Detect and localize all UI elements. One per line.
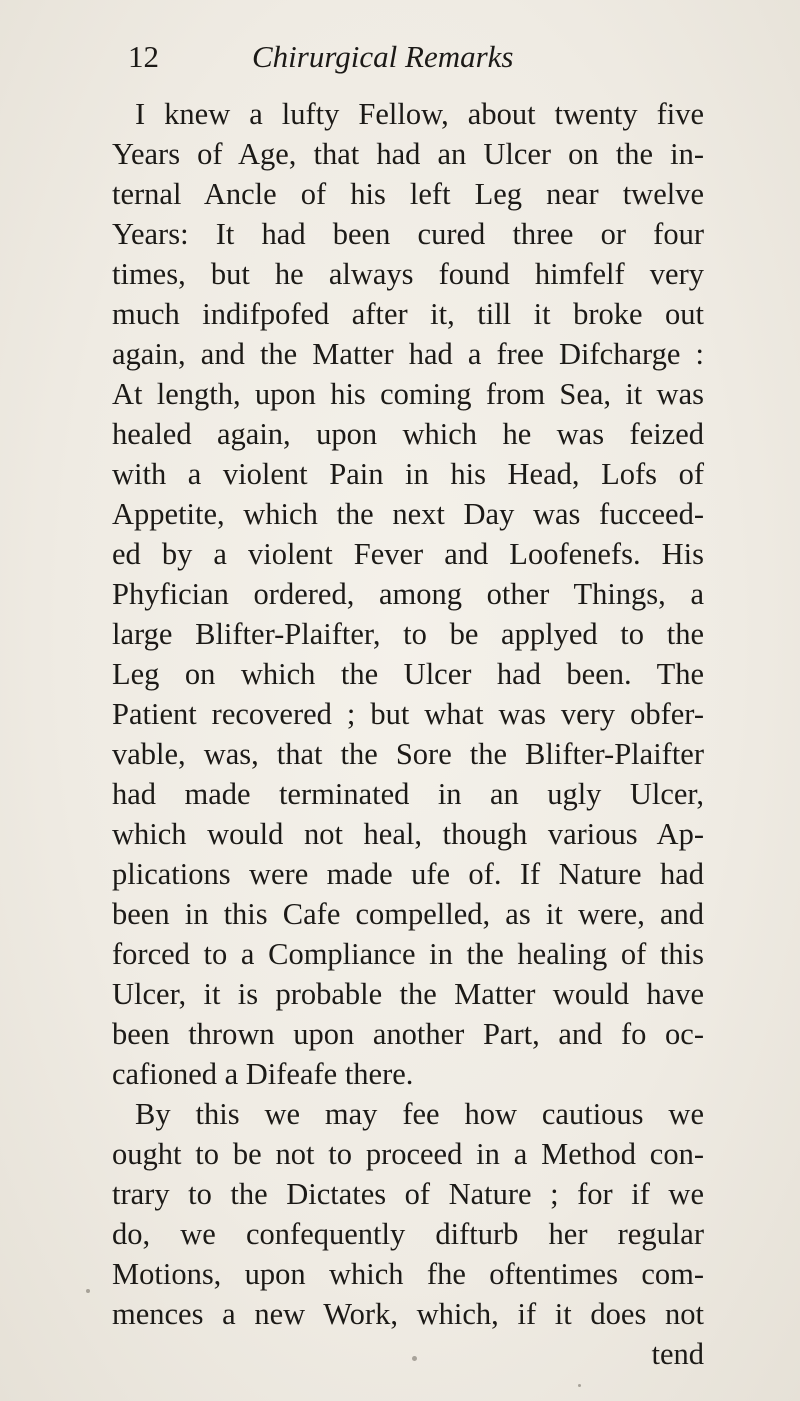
text-line: had made terminated in an ugly Ulcer, <box>112 777 704 811</box>
text-line: vable, was, that the Sore the Blifter-Plaifter <box>112 737 704 771</box>
text-line: which would not heal, though various Ap- <box>112 817 704 851</box>
text-line: By this we may fee how cautious we <box>135 1097 704 1131</box>
text-line: been thrown upon another Part, and fo oc- <box>112 1017 704 1051</box>
text-line: with a violent Pain in his Head, Lofs of <box>112 457 704 491</box>
running-title: Chirurgical Remarks <box>252 39 514 74</box>
text-line: Appetite, which the next Day was fucceed- <box>112 497 704 531</box>
catchword: tend <box>651 1337 704 1371</box>
paper-speck <box>412 1356 417 1361</box>
text-line: Years: It had been cured three or four <box>112 217 704 251</box>
text-line: much indifpofed after it, till it broke out <box>112 297 704 331</box>
text-line: Ulcer, it is probable the Matter would have <box>112 977 704 1011</box>
text-line: Motions, upon which fhe oftentimes com- <box>112 1257 704 1291</box>
text-line: been in this Cafe compelled, as it were, and <box>112 897 704 931</box>
paper-speck <box>578 1384 581 1387</box>
text-line: At length, upon his coming from Sea, it was <box>112 377 704 411</box>
text-line: Phyfician ordered, among other Things, a <box>112 577 704 611</box>
text-line: Leg on which the Ulcer had been. The <box>112 657 704 691</box>
page-number: 12 <box>128 39 159 74</box>
text-line: plications were made ufe of. If Nature had <box>112 857 704 891</box>
text-line: do, we confequently difturb her regular <box>112 1217 704 1251</box>
text-line: healed again, upon which he was feized <box>112 417 704 451</box>
text-line: mences a new Work, which, if it does not <box>112 1297 704 1331</box>
text-line: Years of Age, that had an Ulcer on the in- <box>112 137 704 171</box>
text-line: large Blifter-Plaifter, to be applyed to the <box>112 617 704 651</box>
text-line: ought to be not to proceed in a Method con- <box>112 1137 704 1171</box>
paper-speck <box>86 1289 90 1293</box>
text-line: I knew a lufty Fellow, about twenty five <box>135 97 704 131</box>
text-line: cafioned a Difeafe there. <box>112 1057 414 1091</box>
text-line: forced to a Compliance in the healing of this <box>112 937 704 971</box>
running-head <box>128 32 728 82</box>
text-line: Patient recovered ; but what was very obfer- <box>112 697 704 731</box>
text-line: times, but he always found himfelf very <box>112 257 704 291</box>
text-line: again, and the Matter had a free Difcharge : <box>112 337 704 371</box>
text-line: ed by a violent Fever and Loofenefs. His <box>112 537 704 571</box>
text-line: trary to the Dictates of Nature ; for if we <box>112 1177 704 1211</box>
text-line: ternal Ancle of his left Leg near twelve <box>112 177 704 211</box>
